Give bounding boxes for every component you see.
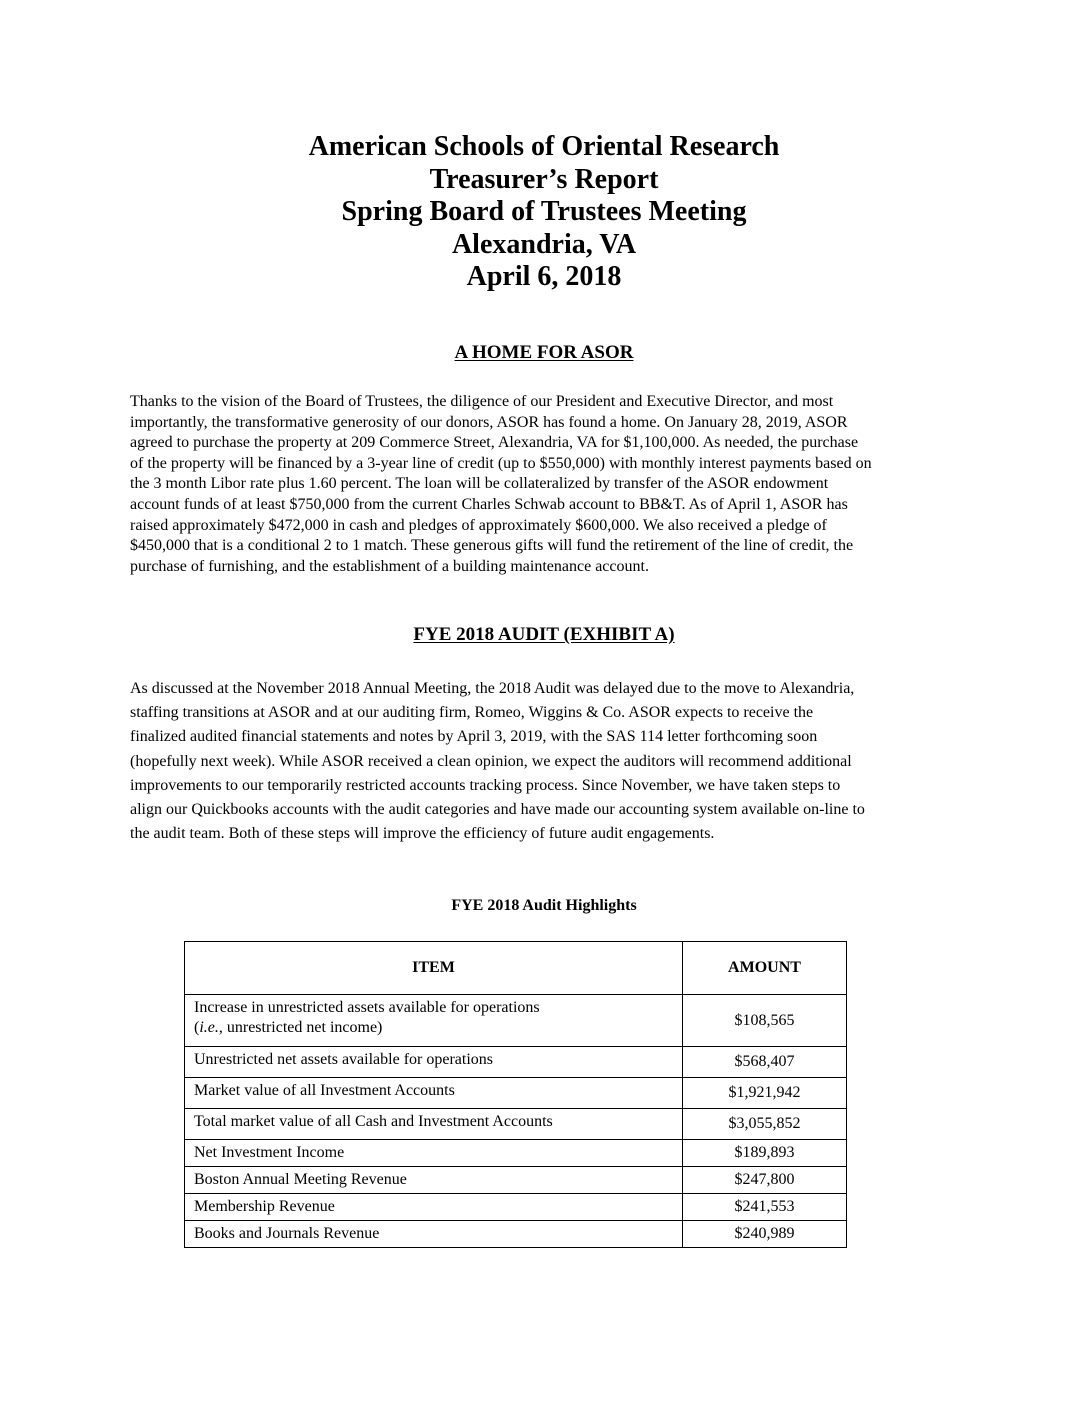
title-line-location: Alexandria, VA (451, 228, 637, 260)
row-amount: $241,553 (683, 1194, 847, 1221)
table-row (185, 995, 847, 1047)
paragraph-line: of the property will be financed by a 3-year line of credit (up to $550,000) with monthly interest payments based on (130, 454, 872, 472)
paragraph-line: staffing transitions at ASOR and at our auditing firm, Romeo, Wiggins & Co. ASOR expects to receive the (130, 704, 814, 722)
row-item: Total market value of all Cash and Investment Accounts (185, 1109, 683, 1140)
row-item: Net Investment Income (185, 1140, 683, 1167)
row-amount: $568,407 (683, 1047, 847, 1078)
row-amount: $189,893 (683, 1140, 847, 1167)
paragraph-line: agreed to purchase the property at 209 Commerce Street, Alexandria, VA for $1,100,000. As needed, the purchase (130, 434, 859, 452)
paragraph-line: purchase of furnishing, and the establishment of a building maintenance account. (130, 557, 649, 575)
audit-highlights-table (184, 941, 847, 1248)
table-row (185, 1109, 847, 1140)
row-item-line: Increase in unrestricted assets available for operations (194, 999, 540, 1016)
table-row (185, 1221, 847, 1248)
row-item-paren: ( (194, 1019, 200, 1036)
paragraph-line: $450,000 that is a conditional 2 to 1 match. These generous gifts will fund the retirement of the line of credit, the (130, 537, 854, 555)
paragraph-line: account funds of at least $750,000 from the current Charles Schwab account to BB&T. As of April 1, ASOR has (130, 495, 848, 513)
row-item: Membership Revenue (185, 1194, 683, 1221)
row-item: Market value of all Investment Accounts (185, 1078, 683, 1109)
paragraph-line: the audit team. Both of these steps will improve the efficiency of future audit engagements. (130, 825, 715, 843)
paragraph-line: align our Quickbooks accounts with the audit categories and have made our accounting system available on-line to (130, 801, 865, 819)
title-line-organization: American Schools of Oriental Research (308, 131, 780, 162)
paragraph-line: raised approximately $472,000 in cash and pledges of approximately $600,000. We also received a pledge of (130, 516, 827, 534)
row-item-rest: , unrestricted net income) (218, 1019, 383, 1036)
report-title (0, 131, 1088, 294)
table-row (185, 1194, 847, 1221)
table-row (185, 1078, 847, 1109)
paragraph-line: finalized audited financial statements and notes by April 3, 2019, with the SAS 114 letter forthcoming soon (130, 728, 818, 746)
paragraph-line: As discussed at the November 2018 Annual Meeting, the 2018 Audit was delayed due to the move to Alexandria, (130, 680, 855, 697)
title-line-meeting: Spring Board of Trustees Meeting (341, 196, 747, 227)
row-item-line (194, 1018, 673, 1038)
section-heading-home: A HOME FOR ASOR (454, 342, 634, 363)
row-item: Boston Annual Meeting Revenue (185, 1167, 683, 1194)
row-amount: $240,989 (683, 1221, 847, 1248)
row-amount: $247,800 (683, 1167, 847, 1194)
title-line-date: April 6, 2018 (466, 261, 622, 292)
paragraph-line: importantly, the transformative generosity of our donors, ASOR has found a home. On January 28, 2019, ASOR (130, 413, 848, 431)
table-row (185, 1047, 847, 1078)
home-paragraph (130, 392, 960, 577)
table-row (185, 1167, 847, 1194)
table-header-row (185, 942, 847, 995)
column-header-amount: AMOUNT (683, 942, 847, 995)
section-heading-audit: FYE 2018 AUDIT (EXHIBIT A) (413, 624, 675, 645)
paragraph-line: (hopefully next week). While ASOR received a clean opinion, we expect the auditors will recommend additional (130, 752, 852, 770)
title-line-report: Treasurer’s Report (429, 163, 659, 195)
row-amount: $108,565 (683, 995, 847, 1047)
row-item (185, 995, 683, 1047)
paragraph-line: Thanks to the vision of the Board of Trustees, the diligence of our President and Executive Director, and most (130, 393, 834, 410)
column-header-item: ITEM (185, 942, 683, 995)
table-caption: FYE 2018 Audit Highlights (451, 897, 637, 914)
row-amount: $3,055,852 (683, 1109, 847, 1140)
paragraph-line: improvements to our temporarily restricted accounts tracking process. Since November, we have taken steps to (130, 776, 841, 794)
paragraph-line: the 3 month Libor rate plus 1.60 percent. The loan will be collateralized by transfer of the ASOR endowment (130, 475, 829, 493)
row-item: Unrestricted net assets available for operations (185, 1047, 683, 1078)
row-item-ie: i.e. (199, 1019, 219, 1036)
row-item: Books and Journals Revenue (185, 1221, 683, 1248)
table-row (185, 1140, 847, 1167)
row-amount: $1,921,942 (683, 1078, 847, 1109)
audit-paragraph (130, 677, 960, 846)
